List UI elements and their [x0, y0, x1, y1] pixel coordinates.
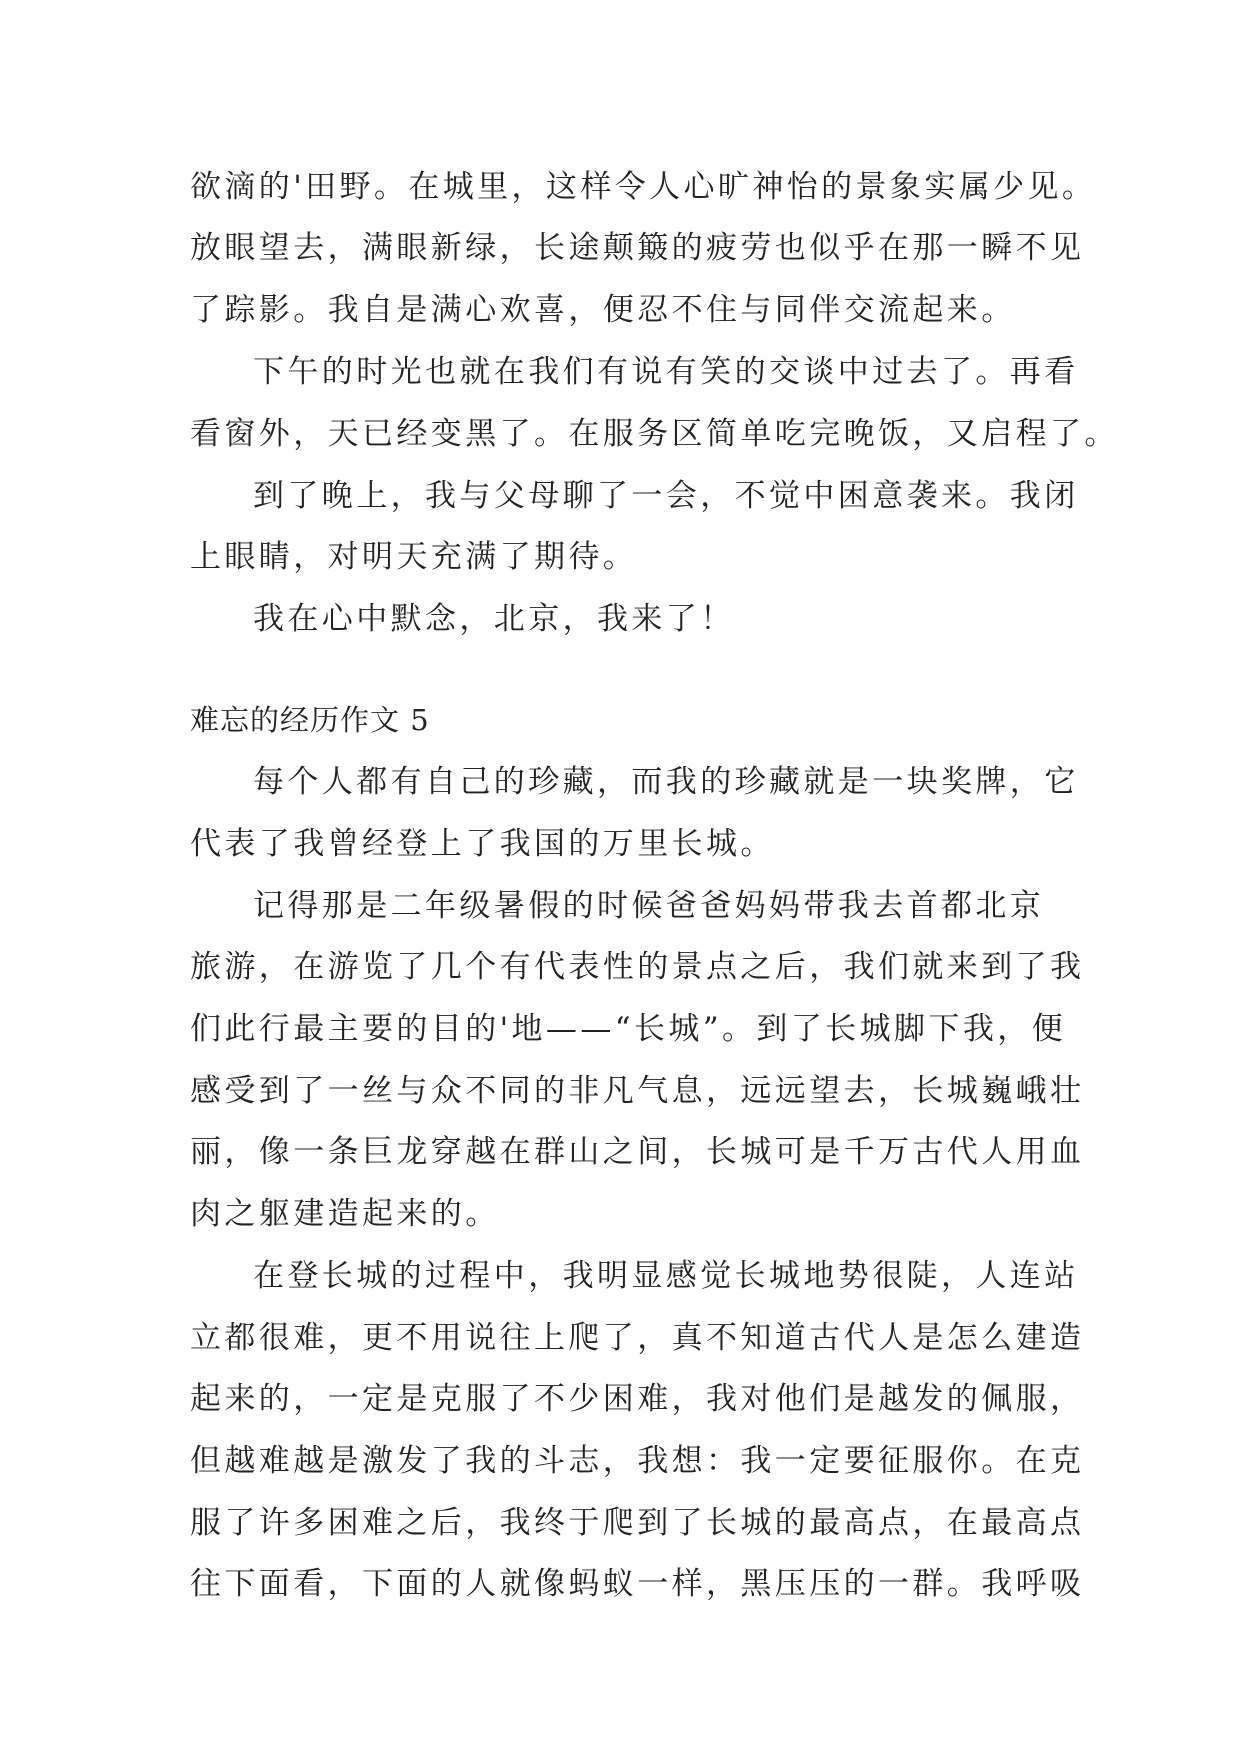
text-line: 但越难越是激发了我的斗志，我想：我一定要征服你。在克	[190, 1443, 1085, 1479]
text-line: 欲滴的'田野。在城里，这样令人心旷神怡的景象实属少见。	[190, 169, 1097, 205]
text-line: 起来的，一定是克服了不少困难，我对他们是越发的佩服，	[190, 1381, 1085, 1417]
text-line: 们此行最主要的目的'地——“长城”。到了长城脚下我，便	[190, 1011, 1067, 1047]
text-line: 旅游，在游览了几个有代表性的景点之后，我们就来到了我	[190, 949, 1085, 985]
section-title: 难忘的经历作文 5	[190, 703, 430, 737]
text-line: 看窗外，天已经变黑了。在服务区简单吃完晚饭，又启程了。	[190, 416, 1119, 452]
text-line: 立都很难，更不用说往上爬了，真不知道古代人是怎么建造	[190, 1320, 1085, 1356]
text-line: 了踪影。我自是满心欢喜，便忍不住与同伴交流起来。	[190, 292, 1016, 328]
text-line: 服了许多困难之后，我终于爬到了长城的最高点，在最高点	[190, 1505, 1085, 1541]
paragraph-first-line: 记得那是二年级暑假的时候爸爸妈妈带我去首都北京	[253, 888, 1045, 924]
paragraph-first-line: 每个人都有自己的珍藏，而我的珍藏就是一块奖牌，它	[253, 764, 1079, 800]
paragraph-first-line: 我在心中默念，北京，我来了！	[253, 601, 735, 637]
text-line: 丽，像一条巨龙穿越在群山之间，长城可是千万古代人用血	[190, 1134, 1085, 1170]
text-line: 上眼睛，对明天充满了期待。	[190, 539, 638, 575]
paragraph-first-line: 下午的时光也就在我们有说有笑的交谈中过去了。再看	[253, 354, 1079, 390]
paragraph-first-line: 在登长城的过程中，我明显感觉长城地势很陡，人连站	[253, 1258, 1079, 1294]
text-line: 代表了我曾经登上了我国的万里长城。	[190, 826, 775, 862]
text-line: 肉之躯建造起来的。	[190, 1196, 500, 1232]
text-line: 感受到了一丝与众不同的非凡气息，远远望去，长城巍峨壮	[190, 1073, 1085, 1109]
text-line: 往下面看，下面的人就像蚂蚁一样，黑压压的一群。我呼吸	[190, 1566, 1085, 1602]
text-line: 放眼望去，满眼新绿，长途颠簸的疲劳也似乎在那一瞬不见	[190, 230, 1085, 266]
paragraph-first-line: 到了晚上，我与父母聊了一会，不觉中困意袭来。我闭	[253, 478, 1079, 514]
